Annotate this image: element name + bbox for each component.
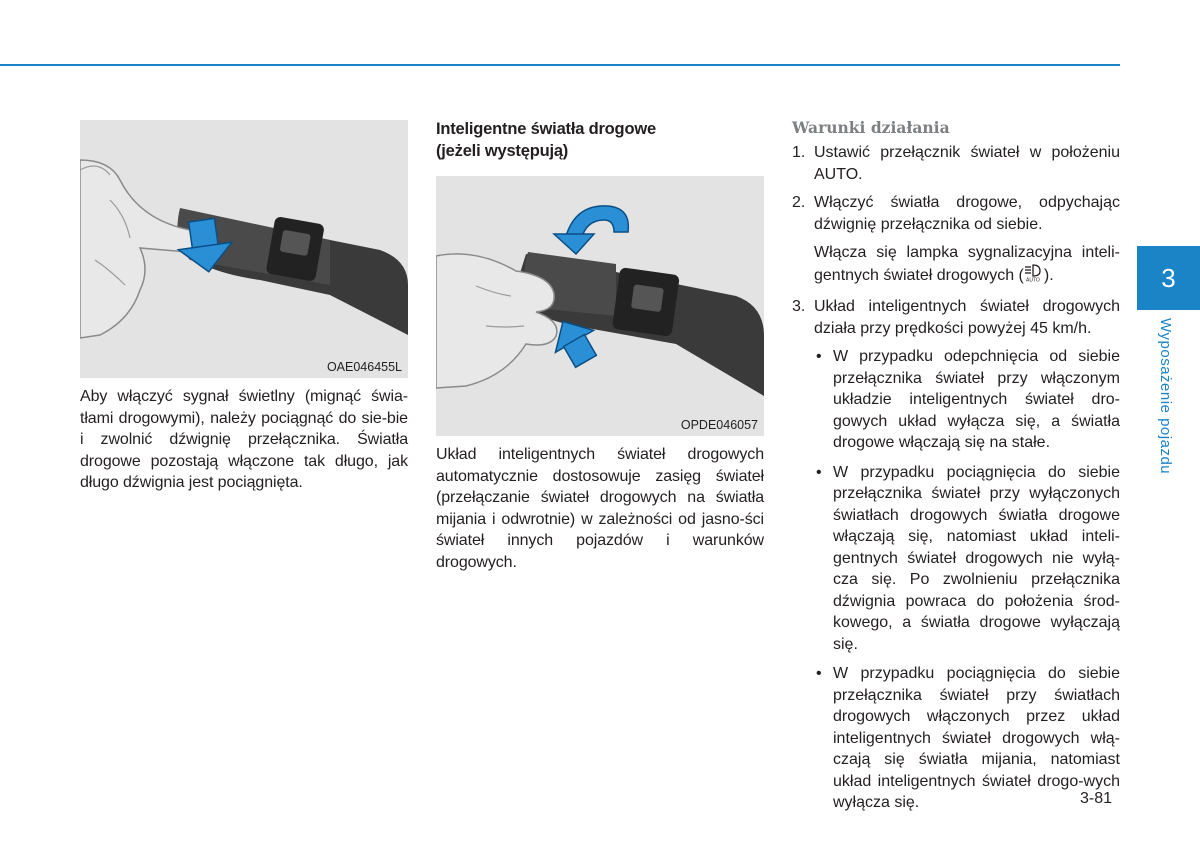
note-text-after: ). xyxy=(1043,266,1054,284)
note-text-before: Włącza się lampka sygnalizacyjna inteli-gentnych świateł drogowych ( xyxy=(814,244,1120,284)
page-number: 3-81 xyxy=(1080,790,1113,807)
step-1 xyxy=(792,142,1120,185)
step-2 xyxy=(792,192,1120,235)
bullet-item xyxy=(814,663,1120,814)
column-right xyxy=(792,118,1120,822)
figure-code: OPDE046057 xyxy=(680,418,758,432)
section-title-line2: (jeżeli występują) xyxy=(436,142,569,160)
section-title-line1: Inteligentne światła drogowe xyxy=(436,120,656,138)
intelligent-beam-paragraph: Układ inteligentnych świateł drogowych automatycznie dostosowuje zasięg świateł (przełączanie świateł drogowych na światła mijania i odwrotnie) w zależności od jasno-ści świateł innych pojazdów i warunków drogowych. xyxy=(436,446,764,571)
bullet-dot: • xyxy=(816,463,822,481)
step-number: 3. xyxy=(792,298,806,315)
bullet-dot: • xyxy=(816,665,822,682)
lever-pull-illustration xyxy=(80,120,408,378)
bullet-text: W przypadku odepchnięcia od siebie przełącznika świateł przy włączonym układzie inteligentnych świateł dro-gowych układ wyłącza się, a światła drogowe włączają się na stałe. xyxy=(833,348,1120,451)
indicator-note xyxy=(814,242,1120,288)
flash-to-pass-paragraph: Aby włączyć sygnał świetlny (mignąć świa-tłami drogowymi), należy pociągnąć do sie-bie i zwolnić dźwignię przełącznika. Światła drogowe pozostają włączone tak długo, jak długo dźwignia jest pociągnięta. xyxy=(80,388,408,491)
step-number: 1. xyxy=(792,144,806,161)
step-number: 2. xyxy=(792,194,806,211)
bullet-text: W przypadku pociągnięcia do siebie przełącznika świateł przy światłach drogowych włączonych przez układ inteligentnych świateł drogowych włą-czają się światła mijania, natomiast układ inteligentnych świateł drogo-wych wyłącza się. xyxy=(833,665,1120,811)
step-3 xyxy=(792,296,1120,339)
figure-flash-to-pass xyxy=(80,120,408,378)
figure-code: OAE046455L xyxy=(326,360,402,374)
bullet-dot: • xyxy=(816,348,822,365)
svg-text:AUTO: AUTO xyxy=(1025,277,1040,282)
lever-push-illustration xyxy=(436,176,764,436)
top-rule xyxy=(0,64,1120,66)
chapter-tab: 3 xyxy=(1137,246,1200,310)
figure-intelligent-high-beam xyxy=(436,176,764,436)
bullet-item xyxy=(814,346,1120,454)
bullet-text: W przypadku pociągnięcia do siebie przełącznika świateł przy wyłączonych światłach drogowych światła drogowe włączają się, natomiast układ inteli-gentnych świateł drogowych nie wyłą-cza się. Po zwolnieniu przełącznika dźwignia powraca do położenia środ-kowego, a światła drogowe wyłączają się. xyxy=(833,463,1120,653)
chapter-title: Wyposażenie pojazdu xyxy=(1157,318,1174,475)
column-middle xyxy=(436,118,764,573)
step-text: Ustawić przełącznik świateł w położeniu AUTO. xyxy=(814,144,1120,183)
bullet-item xyxy=(814,462,1120,656)
column-left xyxy=(80,118,408,494)
auto-high-beam-icon xyxy=(1024,264,1044,289)
step-text: Układ inteligentnych świateł drogowych działa przy prędkości powyżej 45 km/h. xyxy=(814,298,1120,337)
step-text: Włączyć światła drogowe, odpychając dźwignię przełącznika od siebie. xyxy=(814,194,1120,233)
operating-conditions-heading: Warunki działania xyxy=(792,118,950,137)
